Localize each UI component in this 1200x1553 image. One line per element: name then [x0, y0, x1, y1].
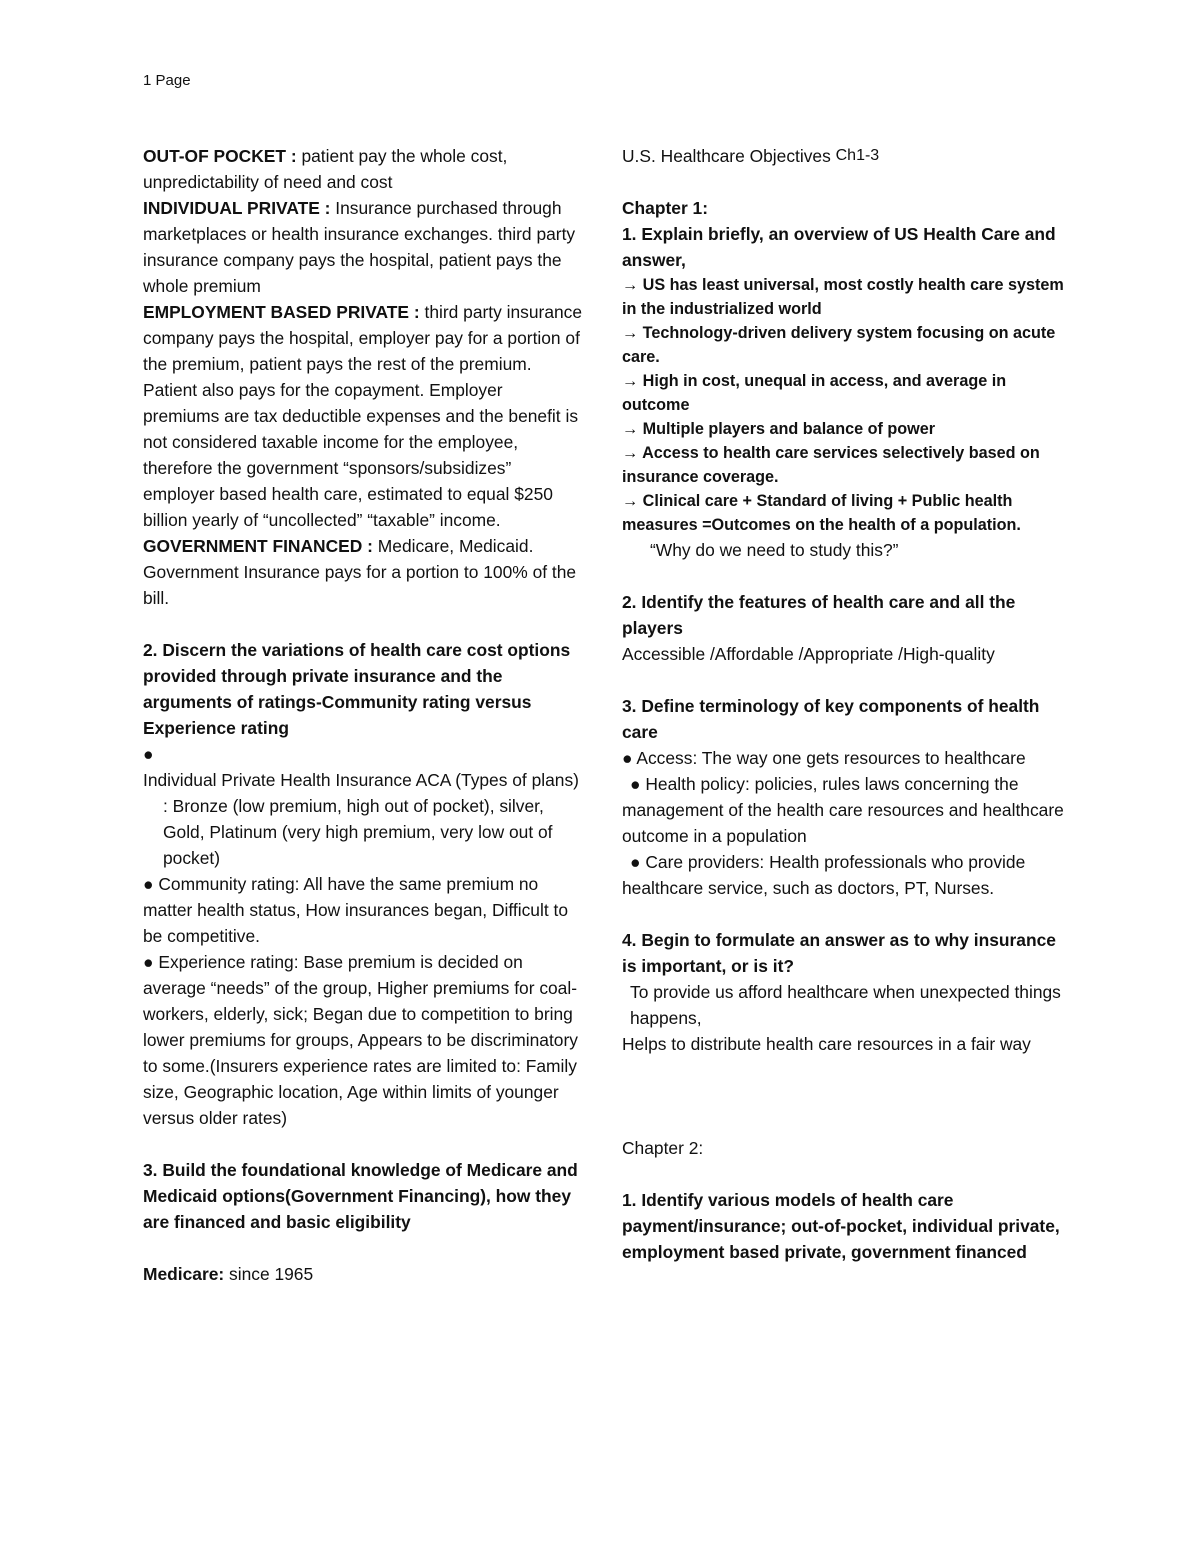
arrow-item: → Technology-driven delivery system focusing on acute care.	[622, 324, 1056, 366]
chapter-2-question-1: 1. Identify various models of health care payment/insurance; out-of-pocket, individual private, employment based private, government financed	[622, 1190, 1060, 1262]
arrow-item: → Multiple players and balance of power	[622, 420, 936, 438]
term-text: : policies, rules laws concerning the management of the health care resources and healthcare outcome in a population	[622, 774, 1064, 846]
page-number: 1 Page	[143, 72, 191, 89]
bullet-icon: ●	[622, 748, 633, 768]
arrow-list	[622, 273, 1067, 537]
term-label: Community rating	[158, 874, 295, 894]
left-column	[143, 143, 583, 1287]
chapter-2-label: Chapter 2:	[622, 1138, 704, 1158]
term-text: : The way one gets resources to healthcare	[692, 748, 1026, 768]
employment-based-paragraph	[143, 299, 583, 533]
term-label: INDIVIDUAL PRIVATE :	[143, 198, 331, 218]
term-text: : Health professionals who provide healthcare service, such as doctors, PT, Nurses.	[622, 852, 1026, 898]
government-financed-paragraph	[143, 533, 583, 611]
bullet-icon: ●	[630, 852, 641, 872]
term-label: Medicare:	[143, 1264, 225, 1284]
care-providers-item	[622, 849, 1067, 901]
bullet-icon: ●	[143, 744, 154, 764]
right-column	[622, 143, 1067, 1265]
out-of-pocket-paragraph	[143, 143, 583, 195]
experience-rating-item	[143, 949, 583, 1131]
arrow-item: → High in cost, unequal in access, and average in outcome	[622, 372, 1007, 414]
term-label: OUT-OF POCKET :	[143, 146, 297, 166]
term-label: Experience rating	[158, 952, 294, 972]
term-text: third party insurance company pays the hospital, employer pay for a portion of the premium, patient pays the rest of the premium. Patient also pays for the copayment. Employer premiums are tax deductible expenses and the benefit is not considered taxable income for the employee, therefore the government “sponsors/subsidizes” employer based health care, estimated to equal $250 billion yearly of “uncollected” “taxable” income.	[143, 302, 583, 530]
medicare-line	[143, 1261, 583, 1287]
individual-private-paragraph	[143, 195, 583, 299]
term-text: : Base premium is decided on average “needs” of the group, Higher premiums for coal-workers, elderly, sick; Began due to competition to bring lower premiums for groups, Appears to be discriminatory to some.(Insurers experience rates are limited to: Family size, Geographic location, Age within limits of younger versus older rates)	[143, 952, 578, 1128]
health-policy-item	[622, 771, 1067, 849]
term-text: Medicare, Medicaid. Government Insurance pays for a portion to 100% of the bill.	[143, 536, 577, 608]
insurance-answer-2: Helps to distribute health care resources in a fair way	[622, 1034, 1031, 1054]
community-rating-item	[143, 871, 583, 949]
chapter-1-question-2: 2. Identify the features of health care and all the players	[622, 592, 1016, 638]
term-text: Insurance purchased through marketplaces or health insurance exchanges. third party insurance company pays the hospital, patient pays the whole premium	[143, 198, 576, 296]
chapter-1-label: Chapter 1:	[622, 198, 709, 218]
access-item	[622, 745, 1067, 771]
term-label: Health policy	[645, 774, 745, 794]
bullet-icon: ●	[630, 774, 641, 794]
term-label: Care providers	[645, 852, 760, 872]
aca-plans-item: Individual Private Health Insurance ACA (Types of plans) : Bronze (low premium, high out of pocket), silver, Gold, Platinum (very high premium, very low out of pocket)	[143, 770, 579, 868]
chapter-1-question-1: 1. Explain briefly, an overview of US Health Care and answer,	[622, 224, 1056, 270]
bullet-icon: ●	[143, 874, 154, 894]
title-text: U.S. Healthcare Objectives	[622, 146, 831, 166]
term-label: EMPLOYMENT BASED PRIVATE :	[143, 302, 420, 322]
term-label: Access	[636, 748, 693, 768]
arrow-item: → US has least universal, most costly health care system in the industrialized world	[622, 276, 1064, 318]
chapter-1-question-3: 3. Define terminology of key components of health care	[622, 696, 1040, 742]
arrow-item: → Access to health care services selectively based on insurance coverage.	[622, 444, 1040, 486]
why-study-quote: “Why do we need to study this?”	[650, 540, 899, 560]
question-2-heading: 2. Discern the variations of health care cost options provided through private insurance and the arguments of ratings-Community rating versus Experience rating	[143, 640, 571, 738]
chapter-1-question-4: 4. Begin to formulate an answer as to why insurance is important, or is it?	[622, 930, 1056, 976]
term-text: since 1965	[224, 1264, 314, 1284]
arrow-item: → Clinical care + Standard of living + Public health measures =Outcomes on the health of a population.	[622, 492, 1021, 534]
question-3-heading: 3. Build the foundational knowledge of Medicare and Medicaid options(Government Financing), how they are financed and basic eligibility	[143, 1160, 578, 1232]
insurance-answer-1: To provide us afford healthcare when unexpected things happens,	[630, 982, 1061, 1028]
features-answer: Accessible /Affordable /Appropriate /High-quality	[622, 644, 995, 664]
title-suffix: Ch1-3	[835, 147, 880, 164]
term-label: GOVERNMENT FINANCED :	[143, 536, 373, 556]
term-text: patient pay the whole cost, unpredictability of need and cost	[143, 146, 508, 192]
document-title	[622, 143, 1067, 169]
bullet-icon: ●	[143, 952, 154, 972]
term-text: : All have the same premium no matter health status, How insurances began, Difficult to be competitive.	[143, 874, 569, 946]
